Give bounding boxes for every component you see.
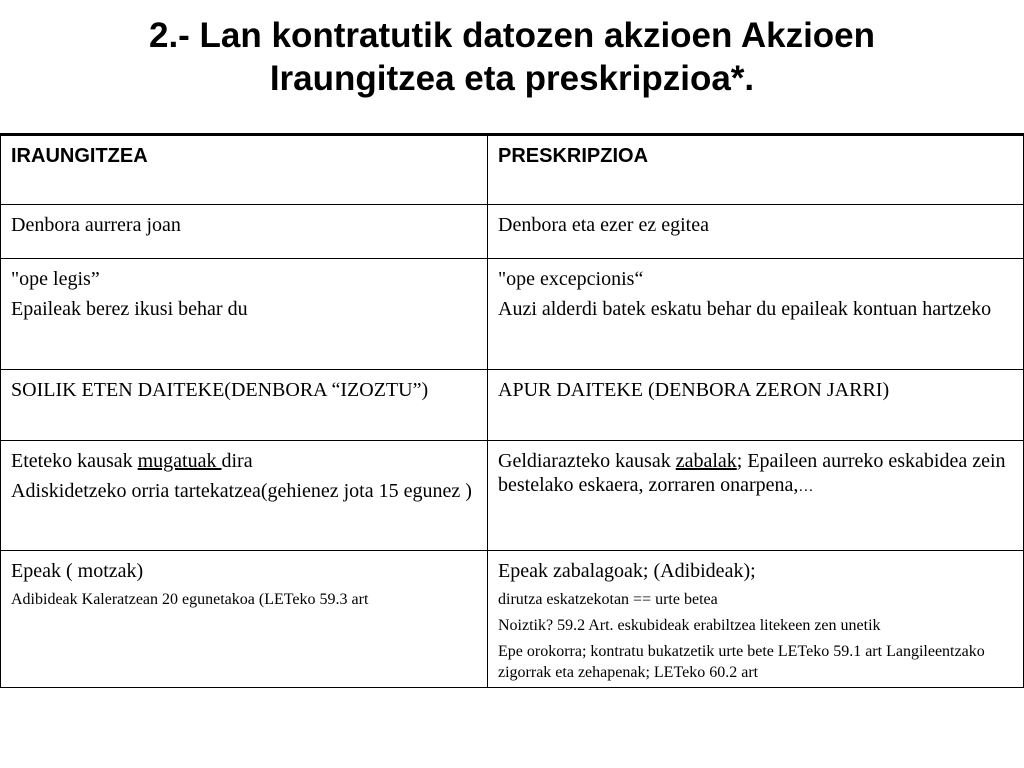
cell-text-small: Adibideak Kaleratzean 20 egunetakoa (LETeko 59.3 art <box>11 591 369 608</box>
text-run: ; Epaileen aurreko eskabidea zein bestelako eskaera, zorraren onarpena, <box>498 450 1006 496</box>
cell-text: Adiskidetzeko orria tartekatzea(gehienez jota 15 egunez ) <box>11 480 472 502</box>
comparison-table <box>0 133 1024 688</box>
cell-left <box>1 259 488 370</box>
cell-right: APUR DAITEKE (DENBORA ZERON JARRI) <box>488 370 1024 441</box>
cell-text: "ope excepcionis“ <box>498 268 644 290</box>
header-iraungitzea: IRAUNGITZEA <box>1 135 488 205</box>
cell-text-small: dirutza eskatzekotan == urte betea <box>498 591 718 608</box>
table-row <box>1 551 1024 688</box>
title-line-1: 2.- Lan kontratutik datozen akzioen Akzioen <box>148 16 876 55</box>
cell-right <box>488 441 1024 551</box>
underlined-text: zabalak <box>675 450 737 472</box>
cell-left <box>1 441 488 551</box>
table-row <box>1 370 1024 441</box>
cell-right <box>488 551 1024 688</box>
cell-text: "ope legis” <box>11 268 100 290</box>
cell-left: SOILIK ETEN DAITEKE(DENBORA “IZOZTU”) <box>1 370 488 441</box>
slide-title <box>0 14 1024 100</box>
text-run: Eteteko kausak <box>11 450 138 472</box>
ellipsis: … <box>798 479 814 495</box>
table-header-row <box>1 135 1024 205</box>
cell-left <box>1 551 488 688</box>
cell-left: Denbora aurrera joan <box>1 205 488 259</box>
text-run: Geldiarazteko kausak <box>498 450 676 472</box>
cell-text: Epaileak berez ikusi behar du <box>11 298 248 320</box>
underlined-text: mugatuak <box>137 450 222 472</box>
cell-right <box>488 259 1024 370</box>
cell-text: Epeak zabalagoak; (Adibideak); <box>498 560 756 582</box>
table-row <box>1 441 1024 551</box>
text-run: dira <box>221 450 253 472</box>
header-preskripzioa: PRESKRIPZIOA <box>488 135 1024 205</box>
cell-right: Denbora eta ezer ez egitea <box>488 205 1024 259</box>
cell-text <box>498 449 1015 499</box>
cell-text-small: Epe orokorra; kontratu bukatzetik urte bete LETeko 59.1 art Langileentzako zigorrak eta zehapenak; LETeko 60.2 art <box>498 643 985 681</box>
cell-text-small: Noiztik? 59.2 Art. eskubideak erabiltzea litekeen zen unetik <box>498 617 881 634</box>
cell-text: Auzi alderdi batek eskatu behar du epaileak kontuan hartzeko <box>498 298 992 320</box>
cell-text: Epeak ( motzak) <box>11 560 144 582</box>
cell-text <box>11 449 479 473</box>
table-row <box>1 259 1024 370</box>
title-line-2: Iraungitzea eta preskripzioa*. <box>269 59 755 98</box>
table-row <box>1 205 1024 259</box>
